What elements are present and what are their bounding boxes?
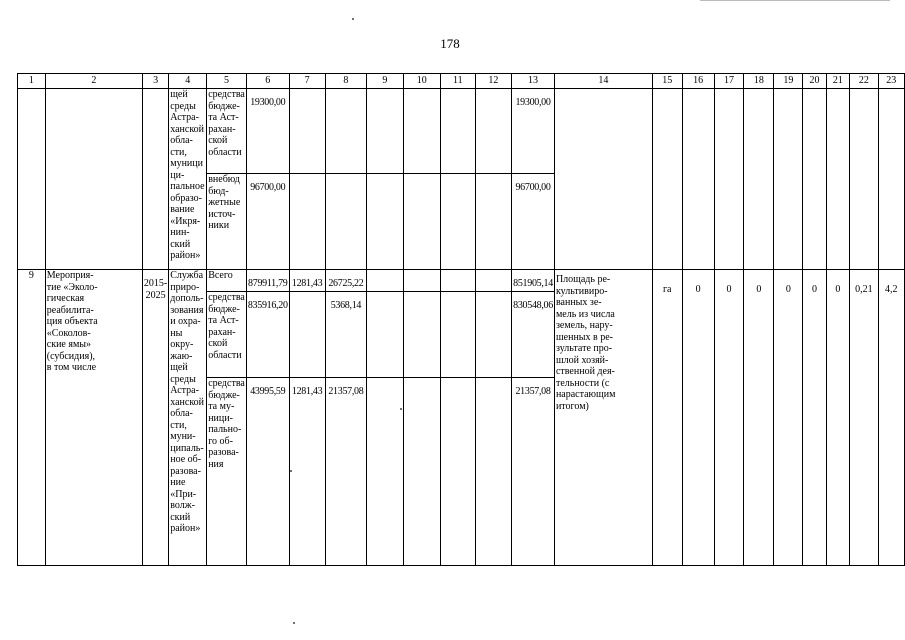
cont-regional-13: 19300,00 [512,89,555,174]
row9-municipal-label: средства бюдже- та му- ници- пально- го об- разова- ния [207,378,247,566]
col-header: 7 [289,74,325,89]
page-number: 178 [440,36,460,51]
row9-municipal-6: 43995,59 [246,378,289,566]
row9-value-22: 0,21 [850,270,879,566]
cont-offbudget-13: 96700,00 [512,174,555,270]
table-cell [325,89,367,174]
col-header: 3 [142,74,168,89]
table-cell [475,292,512,378]
scan-artifact-line [700,0,890,1]
table-cell [803,89,826,270]
row9-indicator: Площадь ре- культивиро- ванных зе- мель из числа земель, нару- шенных в ре- зультате про- шлой хозяй- ственной дея- тельности (с нарастающим итогом) [554,270,652,566]
table-cell [826,89,849,270]
cont-source-offbudget: внебюд бюд- жетные источ- ники [207,174,247,270]
table-cell [403,378,440,566]
row9-total-7: 1281,43 [289,270,325,292]
row9-municipal-13: 21357,08 [512,378,555,566]
row9-municipal-8: 21357,08 [325,378,367,566]
table-cell [142,89,168,270]
table-cell [554,89,652,270]
col-header: 13 [512,74,555,89]
row9-municipal-7: 1281,43 [289,378,325,566]
table-cell [403,89,440,174]
col-header: 22 [850,74,879,89]
table-cell [440,270,475,292]
table-cell [440,89,475,174]
row9-value-21: 0 [826,270,849,566]
table-cell [367,270,403,292]
row9-value-20: 0 [803,270,826,566]
scan-speck [352,18,354,20]
row9-value-17: 0 [714,270,744,566]
row9-total-label: Всего [207,270,247,292]
table-cell [440,174,475,270]
scan-speck [400,408,402,410]
row9-value-18: 0 [744,270,774,566]
cont-regional-6: 19300,00 [246,89,289,174]
cont-executor: щей среды Астра- ханской обла- сти, муници ци- пальное образо- вание «Икря- нин- ский район» [169,89,207,270]
program-table [17,73,905,566]
col-header: 9 [367,74,403,89]
table-cell [289,89,325,174]
col-header: 21 [826,74,849,89]
table-cell [475,270,512,292]
col-header: 17 [714,74,744,89]
table-cell [403,270,440,292]
col-header: 18 [744,74,774,89]
col-header: 11 [440,74,475,89]
col-header: 8 [325,74,367,89]
row9-value-16: 0 [682,270,714,566]
table-cell [367,174,403,270]
row9-total-8: 26725,22 [325,270,367,292]
cont-source-regional: средства бюдже- та Аст- рахан- ской области [207,89,247,174]
cont-offbudget-6: 96700,00 [246,174,289,270]
table-cell [475,89,512,174]
col-header: 2 [45,74,142,89]
table-cell [440,292,475,378]
col-header: 19 [774,74,803,89]
col-header: 16 [682,74,714,89]
row9-regional-13: 830548,06 [512,292,555,378]
table-cell [18,89,46,270]
table-cell [475,378,512,566]
header-row [18,74,905,89]
row9-years: 2015- 2025 [142,270,168,566]
table-cell [289,292,325,378]
scan-speck [290,470,292,472]
table-cell [744,89,774,270]
col-header: 15 [652,74,682,89]
col-header: 6 [246,74,289,89]
table-cell [45,89,142,270]
table-cell [325,174,367,270]
row9-total [18,270,905,292]
table-cell [878,89,904,270]
col-header: 10 [403,74,440,89]
table-cell [440,378,475,566]
row9-value-23: 4,2 [878,270,904,566]
row9-regional-8: 5368,14 [325,292,367,378]
table-cell [367,292,403,378]
cont-row-regional [18,89,905,174]
table-cell [682,89,714,270]
scan-speck [293,622,295,624]
row9-total-13: 851905,14 [512,270,555,292]
row9-regional-6: 835916,20 [246,292,289,378]
row9-executor: Служба приро- дополь- зования и охра- ны окру- жаю- щей среды Астра- ханской обла- сти, муни- ципаль- ное об- разова- ние «При- волж- ский район» [169,270,207,566]
table-cell [367,378,403,566]
table-cell [403,174,440,270]
table-cell [652,89,682,270]
row9-total-6: 879911,79 [246,270,289,292]
col-header: 1 [18,74,46,89]
table-cell [714,89,744,270]
table-cell [367,89,403,174]
table-cell [850,89,879,270]
col-header: 12 [475,74,512,89]
row9-measure-name: Мероприя- тие «Эколо- гическая реабилита- ция объекта «Соколов- ские ямы» (субсидия), в том числе [45,270,142,566]
table-cell [475,174,512,270]
col-header: 4 [169,74,207,89]
col-header: 14 [554,74,652,89]
table-cell [289,174,325,270]
table-cell [403,292,440,378]
row9-regional-label: средства бюдже- та Аст- рахан- ской области [207,292,247,378]
row9-number: 9 [18,270,46,566]
col-header: 23 [878,74,904,89]
col-header: 20 [803,74,826,89]
table-cell [774,89,803,270]
row9-unit: га [652,270,682,566]
row9-value-19: 0 [774,270,803,566]
col-header: 5 [207,74,247,89]
